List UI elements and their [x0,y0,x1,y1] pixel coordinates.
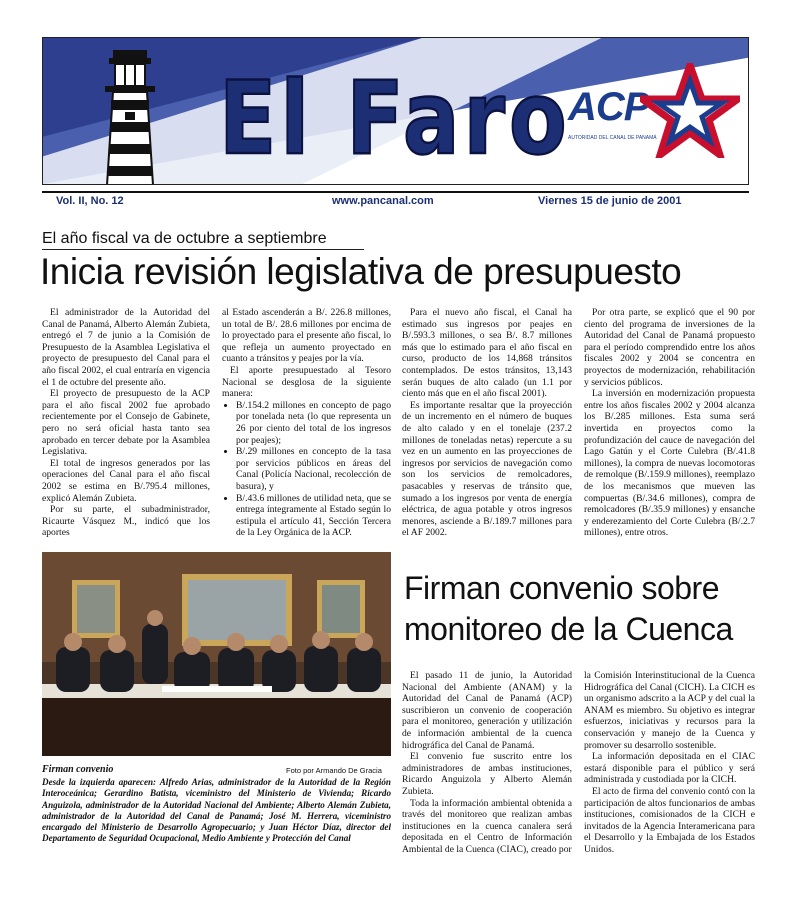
article-column-1 [42,307,210,539]
photo-credit: Foto por Armando De Gracia [286,766,382,775]
paragraph: la Comisión Interinstitucional de la Cuenca Hidrográfica del Canal (CICH). La CICH es un organismo adscrito a la ACP y del cual la ANAM es miembro. Su objetivo es integrar esfuerzos, iniciativas y recursos para la conservación y manejo de la Cuenca y promover su desarrollo sostenible. [584,670,755,751]
acp-logo-subtitle: AUTORIDAD DEL CANAL DE PANAMÁ [568,135,657,141]
paragraph: Toda la información ambiental obtenida a través del monitoreo que realizan ambas instituciones en la cuenca canalera será depositada en el Centro de Información Ambiental de la Cuenca (CIAC), creado por [402,797,572,855]
signing-photo [42,552,391,756]
main-headline: Inicia revisión legislativa de presupuesto [40,251,682,292]
paragraph: El convenio fue suscrito entre los administradores de ambas instituciones, Ricardo Anguizola y Alberto Alemán Zubieta. [402,751,572,797]
issue-volume: Vol. II, No. 12 [56,195,124,207]
article-column-3 [402,307,572,539]
website-link[interactable]: www.pancanal.com [332,195,434,207]
star-icon [640,63,740,158]
photo-illustration [42,552,391,756]
paragraph: El administrador de la Autoridad del Canal de Panamá, Alberto Alemán Zubieta, entregó el 7 de junio a la Comisión de Presupuesto de la Asamblea Legislativa el proyecto de presupuesto del Canal para el año fiscal 2002, el cual entraría en vigencia el 1 de octubre del presente año. [42,307,210,388]
paragraph: Por su parte, el subadministrador, Ricaurte Vásquez M., indicó que los aportes [42,504,210,539]
photo-caption-title: Firman convenio [42,764,114,775]
masthead-title: El Faro [219,59,571,178]
paragraph: El total de ingresos generados por las operaciones del Canal para el año fiscal 2002 se estima en B/.795.4 millones, explicó Alemán Zubieta. [42,457,210,504]
secondary-headline: Firman convenio sobre monitoreo de la Cuenca [404,570,733,647]
acp-logo [568,63,738,168]
article-column-4 [584,307,755,539]
contribution-list [222,400,391,539]
paragraph: Por otra parte, se explicó que el 90 por ciento del programa de inversiones de la Autoridad del Canal de Panamá propuesto para el período comprendido entre los años fiscales 2002 y 2004 se concentra en proyectos de modernización, rehabilitación y servicios públicos. [584,307,755,388]
paragraph: La inversión en modernización propuesta entre los años fiscales 2002 y 2004 alcanza los B/.285 millones. Esta suma será invertida en proyectos como la profundización del cauce de navegación del Lago Gatún y el Corte Culebra (B/.41.8 millones), la compra de nuevas locomotoras de remolque (B/.159.9 millones), reemplazo de los mecanismos que mueven las compuertas (B/.34.6 millones), compra de remolcadores (B/.35.9 millones) y ensanche y enderezamiento del Corte Culebra (B/.2.7 millones), entre otros. [584,388,755,539]
lighthouse-icon [85,50,175,185]
paragraph: El proyecto de presupuesto de la ACP para el año fiscal 2002 fue aprobado recientemente por el Consejo de Gabinete, pero no será oficial hasta tanto sea aprobado en tercer debate por la Asamblea Legislativa. [42,388,210,458]
photo-caption: Desde la izquierda aparecen: Alfredo Arias, administrador de la Autoridad de la Región Interoceánica; Gerardino Batista, viceministro del Ministerio de Vivienda; Ricardo Anguizola, administrador de la Autoridad Nacional del Ambiente; Alberto Alemán Zubieta, administrador de la Autoridad del Canal de Panamá; José M. Herrera, viceministro encargado del Ministerio de Desarrollo Agropecuario; y Juan Héctor Díaz, director del Departamento de Seguridad Ocupacional, Medio Ambiente y Protección del Canal [42,777,391,844]
paragraph: Es importante resaltar que la proyección de un incremento en el número de buques de alto calado y en el tonelaje (237.2 millones de toneladas netas) repercute a su vez en un aumento en las proyecciones de ingresos por servicios de navegación como son los servicios de remolcadores, pasacables y reservas de tránsito que, sumado a los ingresos por venta de energía eléctrica, de agua potable y otros ingresos menores, asciende a B/.189.7 millones para el AF 2002. [402,399,572,539]
issue-date: Viernes 15 de junio de 2001 [538,195,682,207]
paragraph: al Estado ascenderán a B/. 226.8 millones, un total de B/. 28.6 millones por encima de lo proyectado para el presente año fiscal, lo que refleja un aumento proyectado en cuanto a tránsitos y peajes por la vía. [222,307,391,365]
issue-info-bar [42,191,749,207]
masthead [42,37,749,185]
acp-logo-letters: ACP [568,85,650,129]
paragraph: El pasado 11 de junio, la Autoridad Nacional del Ambiente (ANAM) y la Autoridad del Canal de Panamá (ACP) suscribieron un convenio de cooperación para el monitoreo, generación y utilización de información ambiental de la cuenca hidrográfica del Canal de Panamá. [402,670,572,751]
paragraph: Para el nuevo año fiscal, el Canal ha estimado sus ingresos por peajes en B/.593.3 millones, o sea B/. 8.7 millones más que lo estimado para el año fiscal en curso, producto de los 14,868 tránsitos contemplados. De estos tránsitos, 13,143 serán buques de alto calado (un 1.1 por ciento más que en el año fiscal 2001). [402,307,572,400]
paragraph: El acto de firma del convenio contó con la participación de altos funcionarios de ambas instituciones, comisionados de la CICH e invitados de la Agencia Interamericana para el Desarrollo y la Embajada de los Estados Unidos. [584,785,755,855]
article2-column-2 [584,670,755,856]
article-column-2 [222,307,391,539]
list-item: • B/.43.6 millones de utilidad neta, que se entrega íntegramente al Estado según lo estipula el artículo 41, Sección Tercera de la Ley Orgánica de la ACP. [236,493,391,539]
article2-column-1 [402,670,572,856]
article-kicker: El año fiscal va de octubre a septiembre [42,230,364,250]
list-item: • B/.154.2 millones en concepto de pago por tonelada neta (lo que representa un 26 por ciento del total de los ingresos por peajes); [236,400,391,446]
paragraph: El aporte presupuestado al Tesoro Nacional se desglosa de la siguiente manera: [222,364,391,400]
list-item: • B/.29 millones en concepto de la tasa por servicios públicos en áreas del Canal (Policía Nacional, recolección de basura), y [236,446,391,492]
paragraph: La información depositada en el CIAC estará disponible para el público y será administrada y custodiada por la CICH. [584,751,755,786]
